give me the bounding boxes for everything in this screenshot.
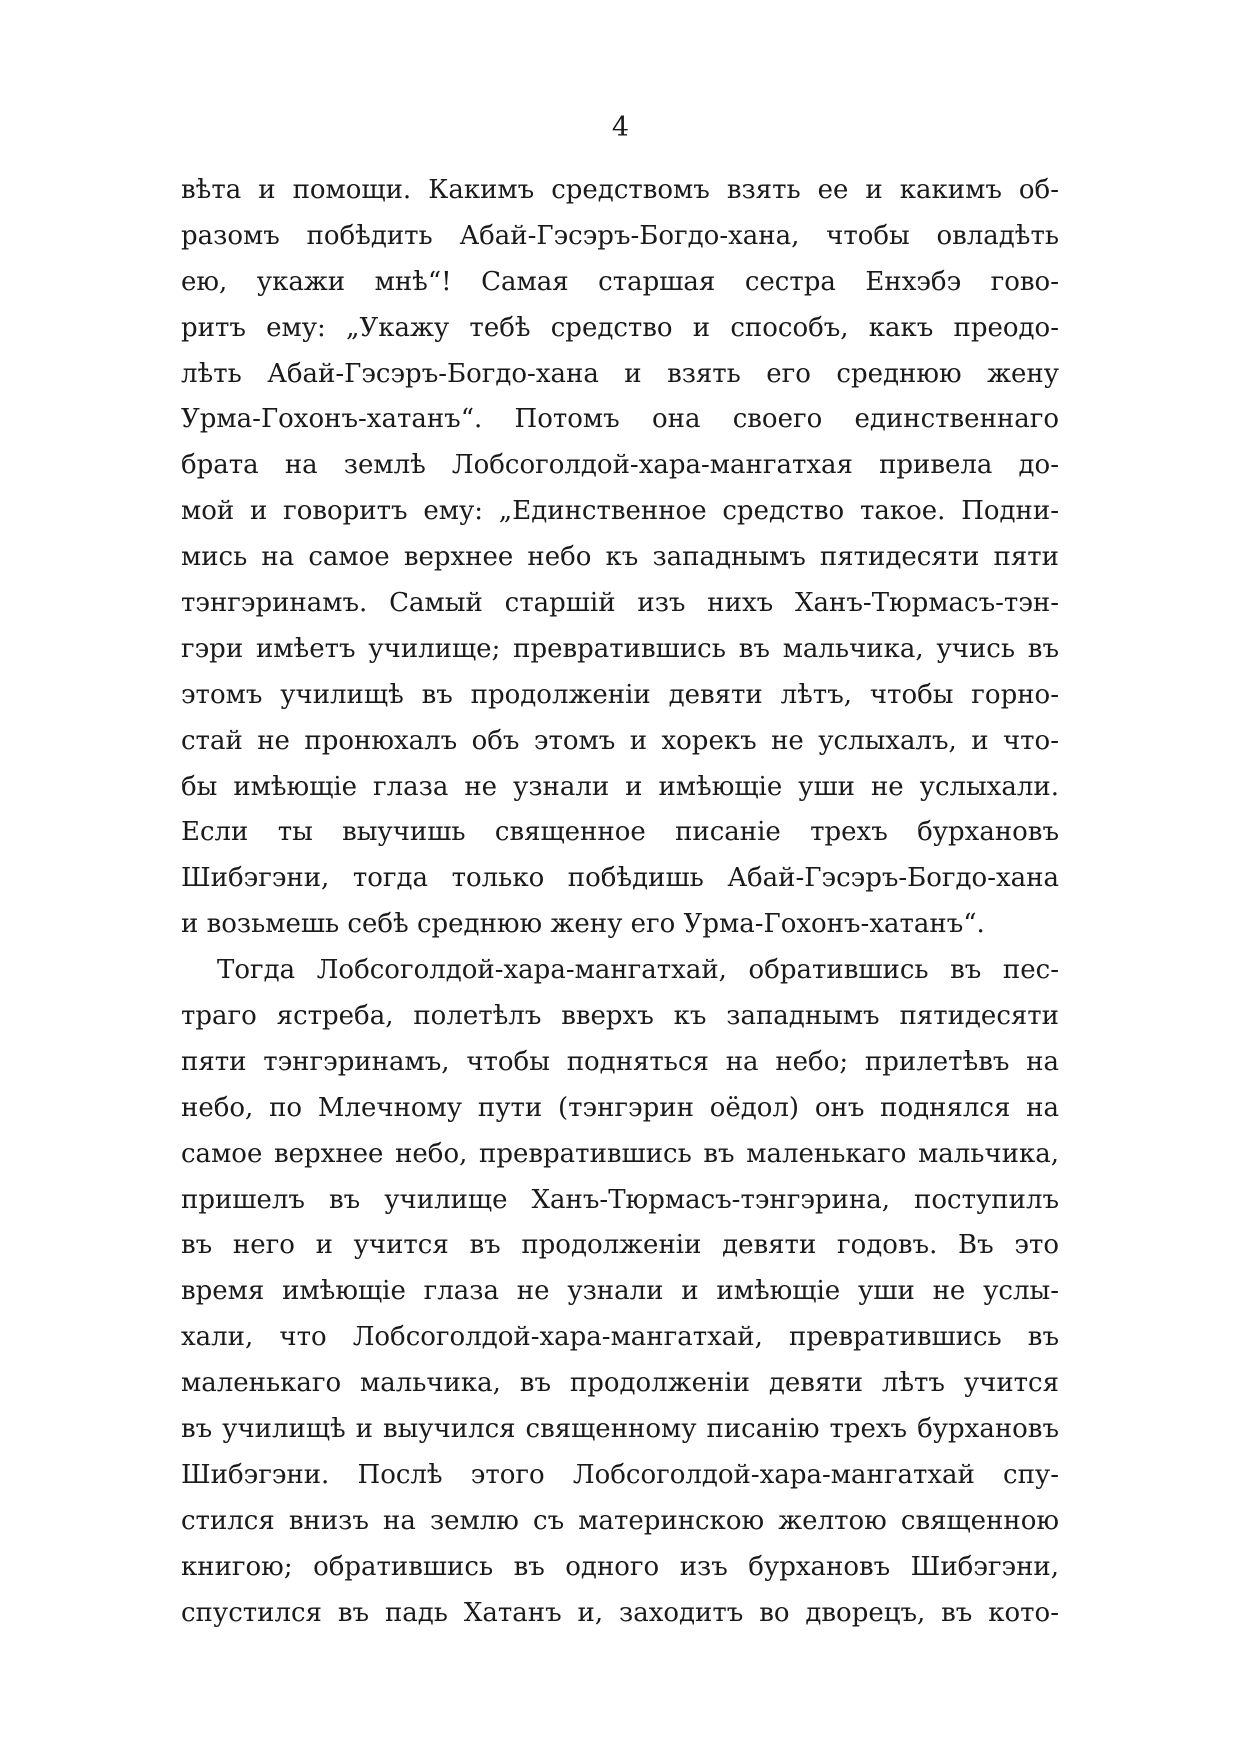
text-line: ею, укажи мнѣ“! Самая старшая сестра Енхэбэ гово- [181,266,1059,297]
text-line: маленькаго мальчика, въ продолженіи девяти лѣтъ учится [181,1368,1059,1399]
text-line: Если ты выучишь священное писаніе трехъ бурхановъ [181,817,1059,848]
text-line: ритъ ему: „Укажу тебѣ средство и способъ, какъ преодо- [181,312,1059,343]
text-line: время имѣющіе глаза не узнали и имѣющіе уши не услы- [181,1276,1059,1307]
text-line: разомъ побѣдить Абай-Гэсэръ-Богдо-хана, чтобы овладѣть [181,220,1059,251]
text-line: этомъ училищѣ въ продолженіи девяти лѣтъ, чтобы горно- [181,679,1059,710]
text-line: стился внизъ на землю съ материнскою желтою священною [181,1505,1059,1536]
text-line: мой и говоритъ ему: „Единственное средство такое. Подни- [181,496,1059,527]
text-line: мись на самое верхнее небо къ западнымъ пятидесяти пяти [181,542,1059,573]
text-line: вѣта и помощи. Какимъ средствомъ взять ее и какимъ об- [181,175,1059,205]
text-line: самое верхнее небо, превратившись въ маленькаго мальчика, [181,1138,1059,1169]
text-line: траго ястреба, полетѣлъ вверхъ къ западнымъ пятидесяти [181,1001,1059,1032]
text-line: книгою; обратившись въ одного изъ бурхановъ Шибэгэни, [181,1551,1059,1582]
text-line: хали, что Лобсоголдой-хара-мангатхай, превратившись въ [181,1322,1059,1353]
text-line: Тогда Лобсоголдой-хара-мангатхай, обратившись въ пес- [217,955,1059,986]
text-line: тэнгэринамъ. Самый старшій изъ нихъ Ханъ-Тюрмасъ-тэн- [181,588,1059,619]
page-number: 4 [611,112,630,143]
text-line: гэри имѣетъ училище; превратившись въ мальчика, учись въ [181,633,1059,664]
text-line: пяти тэнгэринамъ, чтобы подняться на небо; прилетѣвъ на [181,1046,1059,1077]
text-line: пришелъ въ училище Ханъ-Тюрмасъ-тэнгэрина, поступилъ [181,1184,1059,1215]
text-line: Шибэгэни. Послѣ этого Лобсоголдой-хара-мангатхай спу- [181,1459,1059,1490]
text-line: спустился въ падь Хатанъ и, заходитъ во дворецъ, въ кото- [181,1597,1059,1628]
text-line: и возьмешь себѣ среднюю жену его Урма-Гохонъ-хатанъ“. [181,909,985,940]
text-line: лѣть Абай-Гэсэръ-Богдо-хана и взять его среднюю жену [181,358,1059,389]
text-line: стай не пронюхалъ объ этомъ и хорекъ не услыхалъ, и что- [181,725,1059,756]
text-line: въ него и учится въ продолженіи девяти годовъ. Въ это [181,1230,1059,1261]
text-line: Урма-Гохонъ-хатанъ“. Потомъ она своего единственнаго [181,404,1059,435]
text-line: небо, по Млечному пути (тэнгэрин оёдол) онъ поднялся на [181,1092,1059,1123]
body-text [181,168,1059,1637]
text-line: въ училищѣ и выучился священному писанію трехъ бурхановъ [181,1414,1059,1445]
text-line: брата на землѣ Лобсоголдой-хара-мангатхая привела до- [181,450,1059,481]
text-line: бы имѣющіе глаза не узнали и имѣющіе уши не услыхали. [181,771,1059,802]
text-line: Шибэгэни, тогда только побѣдишь Абай-Гэсэръ-Богдо-хана [181,863,1059,894]
